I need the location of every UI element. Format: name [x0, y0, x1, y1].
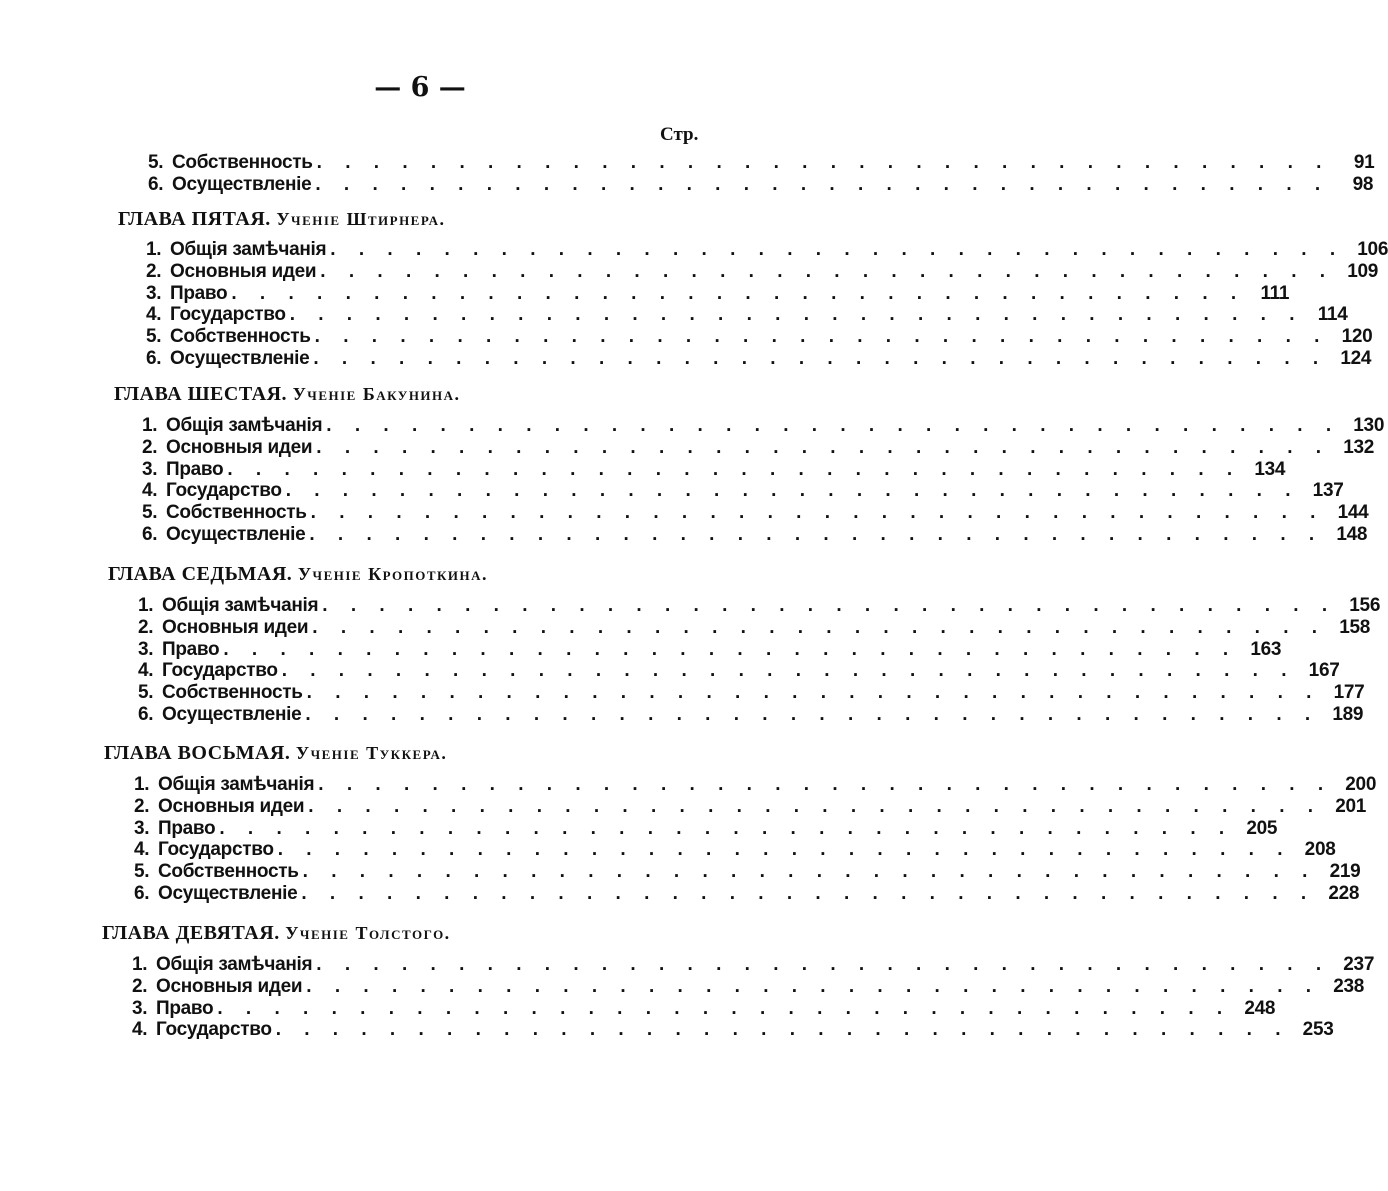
chapter-subtitle: Ученіе Штирнера.: [276, 209, 446, 229]
entry-number: 1.: [146, 239, 162, 260]
entry-title: Собственность: [166, 502, 307, 523]
entry-number: 1.: [132, 954, 148, 975]
chapter-name: ГЛАВА ВОСЬМАЯ.: [104, 742, 296, 764]
dot-leader: . . . . . . . . . . . . . . . . . . . . . . . . . . . . . . . . . . . .: [316, 437, 1331, 458]
entry-title: Осуществленіе: [172, 174, 312, 195]
toc-entry: [146, 261, 1379, 283]
dot-leader: . . . . . . . . . . . . . . . . . . . . . . . . . . . . . . . . . . . .: [312, 617, 1327, 638]
entry-page-number: 124: [1340, 348, 1372, 369]
dot-leader: . . . . . . . . . . . . . . . . . . . . . . . . . . . . . . . . . . . .: [219, 818, 1234, 839]
entry-title: Осуществленіе: [158, 883, 298, 904]
toc-entry: [148, 174, 1374, 196]
dot-leader: . . . . . . . . . . . . . . . . . . . . . . . . . . . . . . . . . . . .: [277, 839, 1292, 860]
toc-entry: [138, 660, 1340, 682]
dot-leader: . . . . . . . . . . . . . . . . . . . . . . . . . . . . . . . . . . . .: [308, 796, 1323, 817]
dot-leader: . . . . . . . . . . . . . . . . . . . . . . . . . . . . . . . . . . . .: [320, 261, 1335, 282]
entry-page-number: 205: [1246, 818, 1278, 839]
toc-entry: [134, 818, 1278, 840]
dot-leader: . . . . . . . . . . . . . . . . . . . . . . . . . . . . . . . . . . . .: [231, 283, 1246, 304]
entry-title: Право: [158, 818, 216, 839]
dot-leader: . . . . . . . . . . . . . . . . . . . . . . . . . . . . . . . . . . . .: [330, 239, 1345, 260]
entry-title: Осуществленіе: [162, 704, 302, 725]
entry-page-number: 148: [1336, 524, 1368, 545]
toc-entry: [132, 954, 1375, 976]
entry-page-number: 144: [1337, 502, 1369, 523]
entry-number: 5.: [148, 152, 164, 173]
entry-title: Государство: [162, 660, 278, 681]
entry-title: Общія замѣчанія: [166, 415, 323, 436]
entry-title: Собственность: [172, 152, 313, 173]
toc-entry: [138, 595, 1381, 617]
entry-page-number: 134: [1254, 459, 1286, 480]
entry-page-number: 120: [1341, 326, 1373, 347]
entry-number: 4.: [146, 304, 162, 325]
entry-page-number: 189: [1332, 704, 1364, 725]
entry-title: Право: [166, 459, 224, 480]
dot-leader: . . . . . . . . . . . . . . . . . . . . . . . . . . . . . . . . . . . .: [289, 304, 1304, 325]
dot-leader: . . . . . . . . . . . . . . . . . . . . . . . . . . . . . . . . . . . .: [227, 459, 1242, 480]
entry-title: Основныя идеи: [170, 261, 317, 282]
entry-number: 5.: [146, 326, 162, 347]
toc-entry: [134, 774, 1377, 796]
chapter-subtitle: Ученіе Кропоткина.: [297, 564, 489, 584]
entry-page-number: 177: [1333, 682, 1365, 703]
entry-number: 4.: [138, 660, 154, 681]
entry-page-number: 114: [1317, 304, 1348, 325]
toc-entry: [132, 998, 1276, 1020]
entry-number: 4.: [142, 480, 158, 501]
toc-entry: [142, 524, 1368, 546]
entry-number: 6.: [138, 704, 154, 725]
chapter-subtitle: Ученіе Туккера.: [295, 743, 448, 763]
dot-leader: . . . . . . . . . . . . . . . . . . . . . . . . . . . . . . . . . . . .: [305, 704, 1320, 725]
toc-entry: [138, 617, 1371, 639]
dot-leader: . . . . . . . . . . . . . . . . . . . . . . . . . . . . . . . . . . . .: [313, 348, 1328, 369]
entry-page-number: 248: [1244, 998, 1276, 1019]
page-column-label: Стр.: [660, 124, 699, 145]
entry-page-number: 158: [1339, 617, 1371, 638]
chapter-heading: [114, 383, 461, 406]
entry-page-number: 106: [1357, 239, 1388, 260]
toc-entry: [138, 704, 1364, 726]
entry-title: Собственность: [170, 326, 311, 347]
chapter-name: ГЛАВА СЕДЬМАЯ.: [108, 563, 298, 585]
toc-entry: [132, 1019, 1334, 1041]
dot-leader: . . . . . . . . . . . . . . . . . . . . . . . . . . . . . . . . . . . .: [314, 326, 1329, 347]
entry-title: Право: [156, 998, 214, 1019]
dot-leader: . . . . . . . . . . . . . . . . . . . . . . . . . . . . . . . . . . . .: [223, 639, 1238, 660]
toc-entry: [142, 415, 1385, 437]
entry-number: 2.: [134, 796, 150, 817]
entry-title: Право: [170, 283, 228, 304]
toc-entry: [146, 283, 1290, 305]
entry-page-number: 238: [1333, 976, 1365, 997]
entry-page-number: 130: [1353, 415, 1385, 436]
entry-title: Государство: [166, 480, 282, 501]
entry-title: Основныя идеи: [158, 796, 305, 817]
toc-entry: [146, 239, 1388, 261]
toc-entry: [138, 682, 1365, 704]
toc-entry: [134, 883, 1360, 905]
toc-entry: [146, 348, 1372, 370]
entry-page-number: 132: [1343, 437, 1375, 458]
entry-number: 6.: [134, 883, 150, 904]
entry-number: 3.: [138, 639, 154, 660]
chapter-subtitle: Ученіе Бакунина.: [292, 384, 461, 404]
entry-page-number: 208: [1304, 839, 1336, 860]
entry-title: Собственность: [158, 861, 299, 882]
chapter-heading: [102, 922, 451, 945]
entry-title: Осуществленіе: [166, 524, 306, 545]
entry-title: Осуществленіе: [170, 348, 310, 369]
entry-page-number: 137: [1312, 480, 1344, 501]
dot-leader: . . . . . . . . . . . . . . . . . . . . . . . . . . . . . . . . . . . .: [318, 774, 1333, 795]
entry-number: 3.: [146, 283, 162, 304]
dot-leader: . . . . . . . . . . . . . . . . . . . . . . . . . . . . . . . . . . . .: [322, 595, 1337, 616]
entry-page-number: 167: [1308, 660, 1340, 681]
entry-page-number: 200: [1345, 774, 1377, 795]
entry-page-number: 201: [1335, 796, 1367, 817]
entry-title: Основныя идеи: [162, 617, 309, 638]
chapter-heading: [108, 563, 488, 586]
entry-title: Собственность: [162, 682, 303, 703]
entry-number: 6.: [148, 174, 164, 195]
entry-page-number: 163: [1250, 639, 1282, 660]
entry-number: 2.: [146, 261, 162, 282]
entry-number: 6.: [146, 348, 162, 369]
toc-entry: [142, 480, 1344, 502]
entry-title: Общія замѣчанія: [162, 595, 319, 616]
toc-entry: [142, 459, 1286, 481]
entry-title: Государство: [170, 304, 286, 325]
toc-entry: [146, 304, 1348, 326]
dot-leader: . . . . . . . . . . . . . . . . . . . . . . . . . . . . . . . . . . . .: [285, 480, 1300, 501]
entry-page-number: 98: [1352, 174, 1374, 195]
entry-title: Право: [162, 639, 220, 660]
toc-entry: [148, 152, 1375, 174]
entry-number: 1.: [138, 595, 154, 616]
dot-leader: . . . . . . . . . . . . . . . . . . . . . . . . . . . . . . . . . . . .: [217, 998, 1232, 1019]
entry-page-number: 91: [1353, 152, 1375, 173]
chapter-heading: [104, 742, 447, 765]
entry-page-number: 228: [1328, 883, 1360, 904]
dot-leader: . . . . . . . . . . . . . . . . . . . . . . . . . . . . . . . . . . . .: [316, 152, 1331, 173]
dot-leader: . . . . . . . . . . . . . . . . . . . . . . . . . . . . . . . . . . . .: [326, 415, 1341, 436]
entry-number: 1.: [142, 415, 158, 436]
entry-number: 6.: [142, 524, 158, 545]
chapter-name: ГЛАВА ШЕСТАЯ.: [114, 383, 293, 405]
entry-page-number: 253: [1302, 1019, 1334, 1040]
entry-title: Основныя идеи: [166, 437, 313, 458]
dot-leader: . . . . . . . . . . . . . . . . . . . . . . . . . . . . . . . . . . . .: [315, 174, 1330, 195]
entry-number: 5.: [138, 682, 154, 703]
entry-number: 5.: [142, 502, 158, 523]
entry-title: Общія замѣчанія: [170, 239, 327, 260]
chapter-name: ГЛАВА ДЕВЯТАЯ.: [102, 922, 286, 944]
entry-title: Общія замѣчанія: [158, 774, 315, 795]
entry-number: 4.: [134, 839, 150, 860]
entry-number: 2.: [138, 617, 154, 638]
entry-number: 3.: [132, 998, 148, 1019]
entry-number: 5.: [134, 861, 150, 882]
dot-leader: . . . . . . . . . . . . . . . . . . . . . . . . . . . . . . . . . . . .: [275, 1019, 1290, 1040]
entry-number: 1.: [134, 774, 150, 795]
entry-title: Основныя идеи: [156, 976, 303, 997]
dot-leader: . . . . . . . . . . . . . . . . . . . . . . . . . . . . . . . . . . . .: [310, 502, 1325, 523]
entry-number: 4.: [132, 1019, 148, 1040]
entry-number: 3.: [142, 459, 158, 480]
toc-entry: [132, 976, 1365, 998]
dot-leader: . . . . . . . . . . . . . . . . . . . . . . . . . . . . . . . . . . . .: [306, 976, 1321, 997]
toc-entry: [142, 502, 1369, 524]
entry-page-number: 109: [1347, 261, 1379, 282]
entry-title: Государство: [156, 1019, 272, 1040]
toc-entry: [138, 639, 1282, 661]
entry-page-number: 156: [1349, 595, 1381, 616]
dot-leader: . . . . . . . . . . . . . . . . . . . . . . . . . . . . . . . . . . . .: [281, 660, 1296, 681]
dot-leader: . . . . . . . . . . . . . . . . . . . . . . . . . . . . . . . . . . . .: [302, 861, 1317, 882]
toc-entry: [146, 326, 1373, 348]
entry-page-number: 111: [1260, 283, 1290, 304]
entry-title: Государство: [158, 839, 274, 860]
entry-number: 2.: [142, 437, 158, 458]
dot-leader: . . . . . . . . . . . . . . . . . . . . . . . . . . . . . . . . . . . .: [316, 954, 1331, 975]
entry-number: 3.: [134, 818, 150, 839]
toc-entry: [134, 796, 1367, 818]
entry-page-number: 219: [1329, 861, 1361, 882]
entry-title: Общія замѣчанія: [156, 954, 313, 975]
page-number: — 6 —: [374, 72, 466, 103]
chapter-heading: [118, 208, 446, 231]
entry-number: 2.: [132, 976, 148, 997]
entry-page-number: 237: [1343, 954, 1375, 975]
dot-leader: . . . . . . . . . . . . . . . . . . . . . . . . . . . . . . . . . . . .: [306, 682, 1321, 703]
toc-entry: [142, 437, 1375, 459]
dot-leader: . . . . . . . . . . . . . . . . . . . . . . . . . . . . . . . . . . . .: [309, 524, 1324, 545]
dot-leader: . . . . . . . . . . . . . . . . . . . . . . . . . . . . . . . . . . . .: [301, 883, 1316, 904]
chapter-subtitle: Ученіе Толстого.: [285, 923, 451, 943]
toc-entry: [134, 861, 1361, 883]
chapter-name: ГЛАВА ПЯТАЯ.: [118, 208, 277, 230]
toc-entry: [134, 839, 1336, 861]
